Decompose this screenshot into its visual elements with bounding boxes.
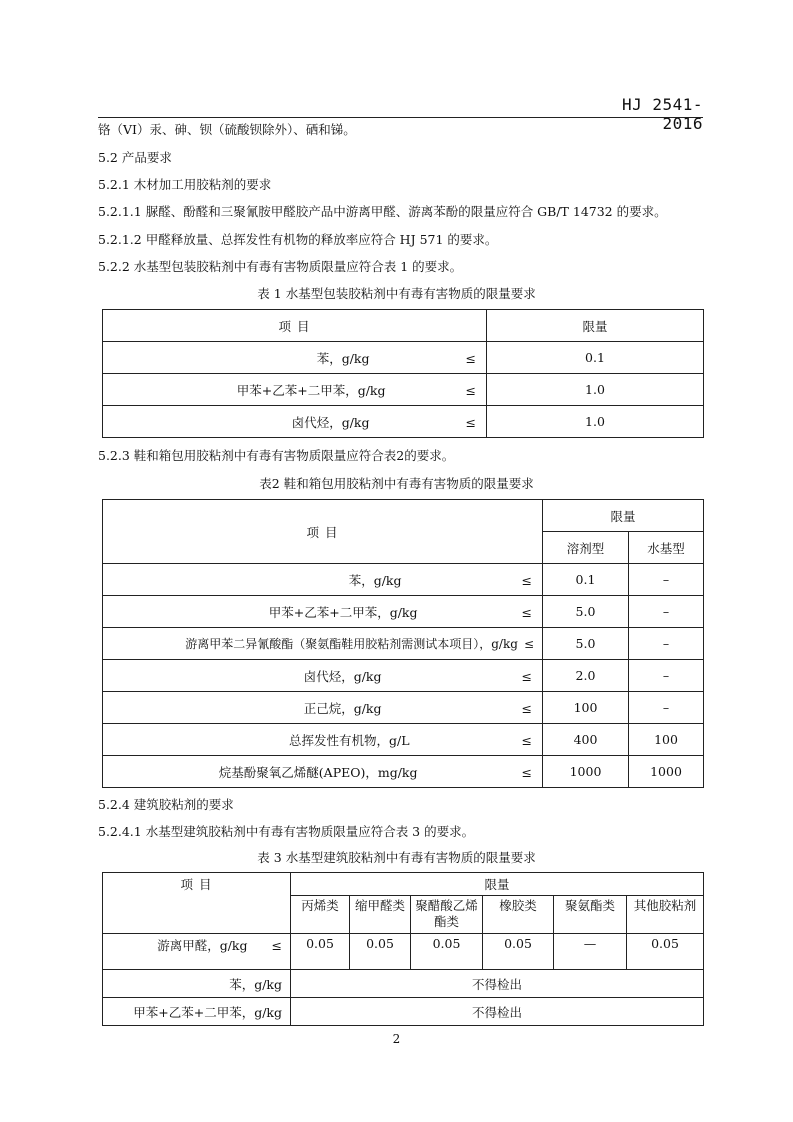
table3-col-pu: 聚氨酯类 — [554, 896, 627, 934]
table2-row-solvent: 5.0 — [543, 596, 629, 628]
table1-row-name: 苯，g/kg ≤ — [103, 342, 487, 374]
table2-row-water: – — [629, 692, 704, 724]
table3-col-other: 其他胶粘剂 — [627, 896, 704, 934]
table2-row-name: 正己烷，g/kg ≤ — [103, 692, 543, 724]
table3 — [102, 872, 704, 1026]
section-heading: 5.2.1 木材加工用胶粘剂的要求 — [98, 177, 272, 192]
table2-row-water: – — [629, 628, 704, 660]
table-row — [103, 342, 704, 374]
table2-row-name: 甲苯+乙苯+二甲苯，g/kg ≤ — [103, 596, 543, 628]
table3-row-name: 甲苯+乙苯+二甲苯，g/kg — [103, 998, 291, 1026]
table1-row-name: 卤代烃，g/kg ≤ — [103, 406, 487, 438]
table2-row-name: 烷基酚聚氧乙烯醚(APEO)，mg/kg ≤ — [103, 756, 543, 788]
table3-row-name: 游离甲醛，g/kg ≤ — [103, 934, 291, 970]
table-row — [103, 756, 704, 788]
table3-cell: 不得检出 — [291, 998, 704, 1026]
table2-row-name: 总挥发性有机物，g/L ≤ — [103, 724, 543, 756]
table3-col-formal: 缩甲醛类 — [350, 896, 411, 934]
table3-caption: 表 3 水基型建筑胶粘剂中有毒有害物质的限量要求 — [257, 850, 536, 865]
table3-head-limit: 限量 — [291, 873, 704, 896]
table2-head-water: 水基型 — [629, 532, 704, 564]
table3-cell: — — [554, 934, 627, 970]
table-row — [103, 970, 704, 998]
table2 — [102, 499, 704, 788]
page-number: 2 — [392, 1032, 401, 1046]
header-rule — [98, 117, 703, 118]
table-row — [103, 660, 704, 692]
table3-cell: 0.05 — [291, 934, 350, 970]
table3-cell: 0.05 — [627, 934, 704, 970]
table3-cell: 0.05 — [350, 934, 411, 970]
table2-row-water: 100 — [629, 724, 704, 756]
table3-head-item: 项 目 — [103, 873, 291, 934]
table1-row-value: 1.0 — [487, 406, 704, 438]
table2-head-item: 项 目 — [103, 500, 543, 564]
table2-head-limit: 限量 — [543, 500, 704, 532]
table2-row-solvent: 400 — [543, 724, 629, 756]
table-row — [103, 724, 704, 756]
table3-cell: 0.05 — [483, 934, 554, 970]
paragraph: 5.2.1.2 甲醛释放量、总挥发性有机物的释放率应符合 HJ 571 的要求。 — [98, 232, 498, 247]
table3-col-pva: 聚醋酸乙烯酯类 — [411, 896, 483, 934]
table2-row-water: 1000 — [629, 756, 704, 788]
table1-row-name: 甲苯+乙苯+二甲苯，g/kg ≤ — [103, 374, 487, 406]
table2-caption: 表2 鞋和箱包用胶粘剂中有毒有害物质的限量要求 — [259, 476, 534, 491]
paragraph: 5.2.4.1 水基型建筑胶粘剂中有毒有害物质限量应符合表 3 的要求。 — [98, 824, 475, 839]
table-row — [103, 692, 704, 724]
table-row — [103, 998, 704, 1026]
paragraph: 5.2.2 水基型包装胶粘剂中有毒有害物质限量应符合表 1 的要求。 — [98, 259, 463, 274]
table3-row-name: 苯，g/kg — [103, 970, 291, 998]
table2-row-solvent: 2.0 — [543, 660, 629, 692]
table2-head-solvent: 溶剂型 — [543, 532, 629, 564]
table-row — [103, 564, 704, 596]
table3-cell: 不得检出 — [291, 970, 704, 998]
table2-row-solvent: 100 — [543, 692, 629, 724]
table-row — [103, 934, 704, 970]
section-heading: 5.2 产品要求 — [98, 150, 172, 165]
table2-row-solvent: 5.0 — [543, 628, 629, 660]
table-row — [103, 406, 704, 438]
section-heading: 5.2.4 建筑胶粘剂的要求 — [98, 797, 234, 812]
table2-row-name: 游离甲苯二异氰酸酯（聚氨酯鞋用胶粘剂需测试本项目），g/kg ≤ — [103, 628, 543, 660]
table1-head-item: 项 目 — [103, 310, 487, 342]
table-row — [103, 374, 704, 406]
table2-row-water: – — [629, 564, 704, 596]
table2-row-solvent: 1000 — [543, 756, 629, 788]
table1-row-value: 0.1 — [487, 342, 704, 374]
table1-head-limit: 限量 — [487, 310, 704, 342]
table1-caption: 表 1 水基型包装胶粘剂中有毒有害物质的限量要求 — [257, 286, 536, 301]
table2-row-name: 苯，g/kg ≤ — [103, 564, 543, 596]
table1-row-value: 1.0 — [487, 374, 704, 406]
table3-col-acrylic: 丙烯类 — [291, 896, 350, 934]
table2-row-name: 卤代烃，g/kg ≤ — [103, 660, 543, 692]
table2-row-water: – — [629, 660, 704, 692]
table-row — [103, 596, 704, 628]
paragraph: 铬（VI）汞、砷、钡（硫酸钡除外）、硒和锑。 — [98, 122, 356, 137]
table1 — [102, 309, 704, 438]
table-row — [103, 628, 704, 660]
standard-number: HJ 2541-2016 — [621, 95, 703, 133]
table3-col-rubber: 橡胶类 — [483, 896, 554, 934]
table2-row-solvent: 0.1 — [543, 564, 629, 596]
paragraph: 5.2.3 鞋和箱包用胶粘剂中有毒有害物质限量应符合表2的要求。 — [98, 448, 455, 463]
paragraph: 5.2.1.1 脲醛、酚醛和三聚氰胺甲醛胶产品中游离甲醛、游离苯酚的限量应符合 GB/T 14732 的要求。 — [98, 204, 667, 219]
table3-cell: 0.05 — [411, 934, 483, 970]
table2-row-water: – — [629, 596, 704, 628]
